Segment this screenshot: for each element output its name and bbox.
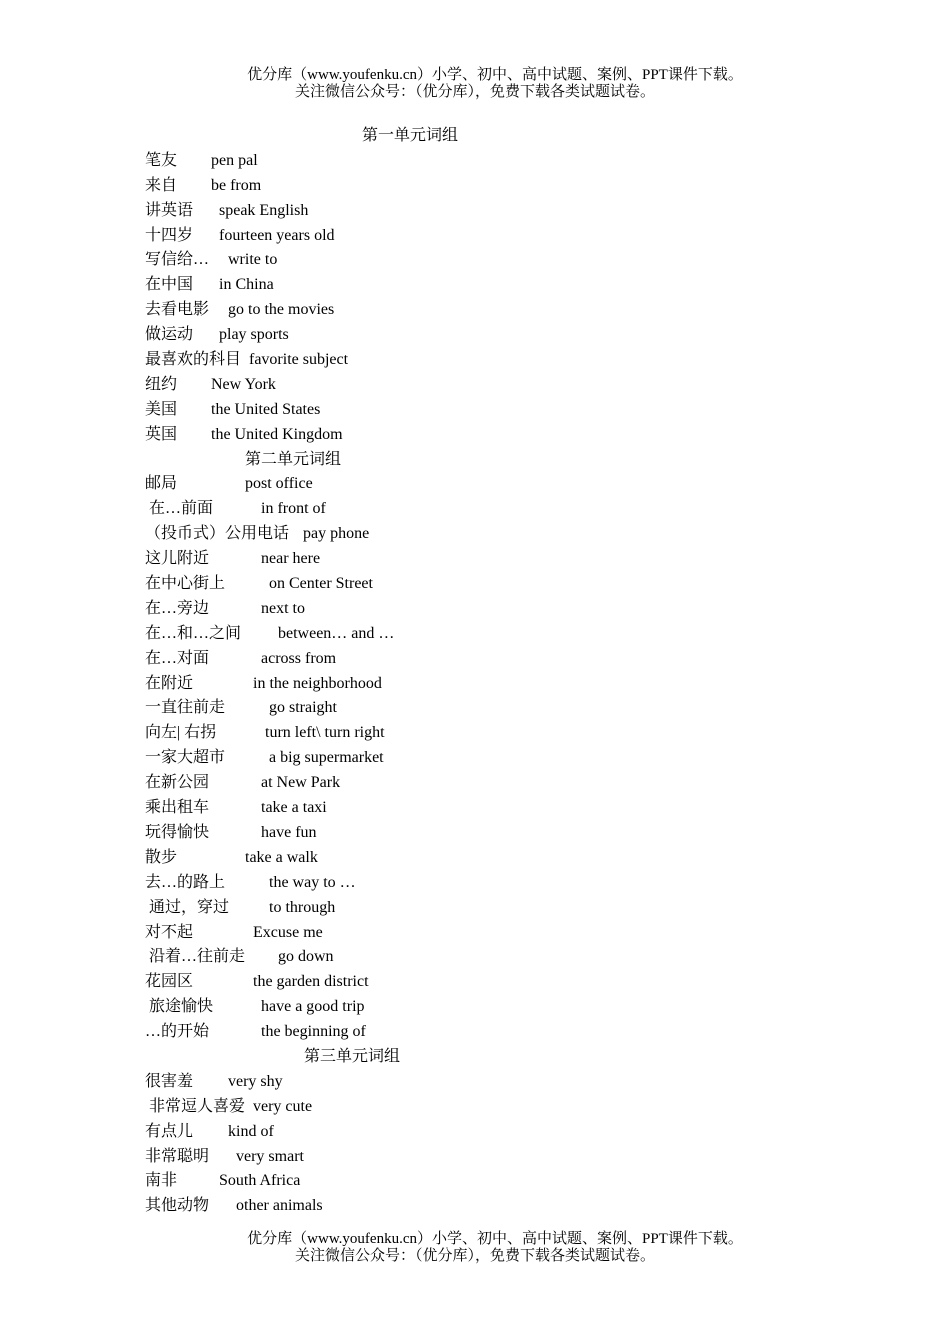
list-item <box>145 298 845 323</box>
list-item <box>145 647 845 672</box>
phrase-en: on Center Street <box>269 575 373 593</box>
phrase-en: South Africa <box>219 1172 301 1190</box>
phrase-zh: 玩得愉快 <box>145 823 210 841</box>
phrase-zh: 做运动 <box>145 326 194 344</box>
phrase-en: go straight <box>269 699 337 717</box>
phrase-zh: 英国 <box>145 425 178 443</box>
phrase-zh: 沿着…往前走 <box>149 948 246 966</box>
phrase-zh: 一家大超市 <box>145 749 226 767</box>
phrase-en: in front of <box>261 500 326 518</box>
phrase-zh: 笔友 <box>145 151 178 169</box>
phrase-en: take a walk <box>245 848 318 866</box>
list-item <box>145 896 845 921</box>
list-item <box>145 398 845 423</box>
phrase-zh: 通过，穿过 <box>149 898 230 916</box>
phrase-en: be from <box>211 176 262 194</box>
list-item <box>145 995 845 1020</box>
phrase-en: kind of <box>228 1122 274 1140</box>
phrase-zh: 在新公园 <box>145 774 210 792</box>
list-item <box>145 746 845 771</box>
phrase-en: very smart <box>236 1147 304 1165</box>
list-item <box>145 1169 845 1194</box>
header-line-1: 优分库（www.youfenku.cn）小学、初中、高中试题、案例、PPT课件下载。 <box>247 67 743 83</box>
phrase-zh: 去看电影 <box>145 301 210 319</box>
phrase-zh: （投币式）公用电话 <box>145 525 290 543</box>
phrase-zh: 在…前面 <box>149 500 214 518</box>
list-item <box>145 921 845 946</box>
phrase-en: a big supermarket <box>269 749 384 767</box>
list-item <box>145 696 845 721</box>
phrase-zh: 去…的路上 <box>145 873 226 891</box>
phrase-zh: 美国 <box>145 400 178 418</box>
phrase-zh: 邮局 <box>145 475 178 493</box>
phrase-en: go to the movies <box>228 301 335 319</box>
phrase-zh: 十四岁 <box>145 226 194 244</box>
list-item <box>145 373 845 398</box>
list-item <box>145 248 845 273</box>
phrase-en: between… and … <box>278 624 395 642</box>
phrase-zh: 在中心街上 <box>145 575 226 593</box>
phrase-en: across from <box>261 649 337 667</box>
list-item <box>145 796 845 821</box>
unit3-title: 第三单元词组 <box>304 1047 401 1065</box>
phrase-en: very cute <box>253 1097 313 1115</box>
phrase-en: favorite subject <box>249 351 349 369</box>
phrase-zh: …的开始 <box>145 1023 210 1041</box>
phrase-en: Excuse me <box>253 923 323 941</box>
list-item <box>145 149 845 174</box>
phrase-zh: 散步 <box>145 848 178 866</box>
unit1-title-row <box>145 124 845 149</box>
list-item <box>145 572 845 597</box>
list-item <box>145 721 845 746</box>
phrase-en: next to <box>261 599 305 617</box>
phrase-zh: 向左| 右拐 <box>145 724 217 742</box>
phrase-zh: 在…旁边 <box>145 599 210 617</box>
list-item <box>145 273 845 298</box>
phrase-zh: 来自 <box>145 176 178 194</box>
phrase-zh: 花园区 <box>145 973 194 991</box>
list-item <box>145 472 845 497</box>
phrase-en: post office <box>245 475 313 493</box>
phrase-en: at New Park <box>261 774 341 792</box>
phrase-en: go down <box>278 948 334 966</box>
phrase-en: pen pal <box>211 151 258 169</box>
phrase-en: the beginning of <box>261 1023 366 1041</box>
phrase-zh: 在…和…之间 <box>145 624 242 642</box>
list-item <box>145 597 845 622</box>
phrase-zh: 纽约 <box>145 375 178 393</box>
phrase-en: the United States <box>211 400 321 418</box>
list-item <box>145 672 845 697</box>
list-item <box>145 348 845 373</box>
footer-line-2: 关注微信公众号：（优分库），免费下载各类试题试卷。 <box>294 1248 655 1264</box>
phrase-zh: 在…对面 <box>145 649 210 667</box>
page-header <box>0 67 950 101</box>
list-item <box>145 1095 845 1120</box>
list-item <box>145 846 845 871</box>
footer-line-1: 优分库（www.youfenku.cn）小学、初中、高中试题、案例、PPT课件下载。 <box>247 1231 743 1247</box>
phrase-en: turn left\ turn right <box>265 724 385 742</box>
phrase-en: in China <box>219 276 274 294</box>
phrase-zh: 一直往前走 <box>145 699 226 717</box>
phrase-zh: 讲英语 <box>145 201 194 219</box>
list-item <box>145 423 845 448</box>
phrase-en: have fun <box>261 823 317 841</box>
phrase-zh: 非常逗人喜爱 <box>149 1097 246 1115</box>
phrase-en: play sports <box>219 326 289 344</box>
list-item <box>145 522 845 547</box>
phrase-en: write to <box>228 251 278 269</box>
phrase-zh: 有点儿 <box>145 1122 194 1140</box>
phrase-en: very shy <box>228 1072 283 1090</box>
phrase-zh: 南非 <box>145 1172 178 1190</box>
unit1-title: 第一单元词组 <box>362 127 459 144</box>
list-item <box>145 622 845 647</box>
list-item <box>145 1194 845 1219</box>
list-item <box>145 199 845 224</box>
phrase-zh: 在附近 <box>145 674 194 692</box>
list-item <box>145 497 845 522</box>
phrase-zh: 在中国 <box>145 276 194 294</box>
page-footer <box>0 1231 950 1265</box>
list-item <box>145 945 845 970</box>
list-item <box>145 547 845 572</box>
unit2-title: 第二单元词组 <box>245 450 342 468</box>
unit3-title-row <box>145 1045 845 1070</box>
phrase-en: to through <box>269 898 336 916</box>
phrase-zh: 很害羞 <box>145 1072 194 1090</box>
phrase-en: the United Kingdom <box>211 425 343 443</box>
phrase-en: the garden district <box>253 973 369 991</box>
unit2-title-row <box>145 448 845 473</box>
phrase-zh: 其他动物 <box>145 1197 210 1215</box>
phrase-zh: 旅途愉快 <box>149 998 214 1016</box>
list-item <box>145 871 845 896</box>
list-item <box>145 771 845 796</box>
phrase-zh: 乘出租车 <box>145 799 210 817</box>
list-item <box>145 821 845 846</box>
phrase-en: speak English <box>219 201 309 219</box>
phrase-en: the way to … <box>269 873 356 891</box>
list-item <box>145 1120 845 1145</box>
list-item <box>145 174 845 199</box>
phrase-en: New York <box>211 375 276 393</box>
phrase-en: near here <box>261 550 321 568</box>
phrase-en: pay phone <box>303 525 370 543</box>
phrase-en: fourteen years old <box>219 226 335 244</box>
list-item <box>145 1145 845 1170</box>
vocabulary-list <box>145 124 845 1219</box>
list-item <box>145 970 845 995</box>
list-item <box>145 323 845 348</box>
list-item <box>145 1070 845 1095</box>
header-line-2: 关注微信公众号：（优分库），免费下载各类试题试卷。 <box>294 84 655 100</box>
phrase-en: other animals <box>236 1197 323 1215</box>
list-item <box>145 224 845 249</box>
list-item <box>145 1020 845 1045</box>
phrase-zh: 最喜欢的科目 <box>145 351 242 369</box>
phrase-zh: 非常聪明 <box>145 1147 210 1165</box>
phrase-en: take a taxi <box>261 799 327 817</box>
phrase-zh: 写信给… <box>145 251 210 269</box>
phrase-zh: 对不起 <box>145 923 194 941</box>
phrase-en: have a good trip <box>261 998 365 1016</box>
phrase-en: in the neighborhood <box>253 674 382 692</box>
phrase-zh: 这儿附近 <box>145 550 210 568</box>
